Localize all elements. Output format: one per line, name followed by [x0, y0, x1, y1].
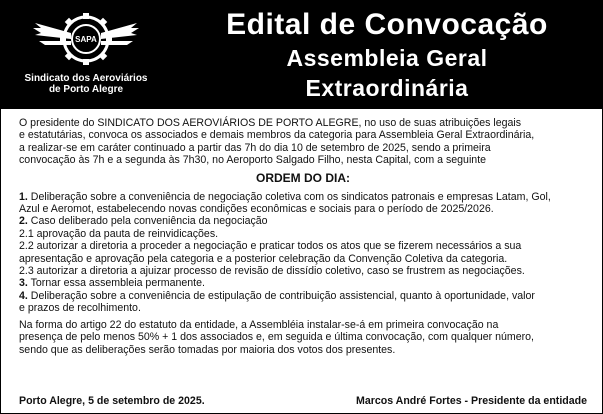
agenda-heading: ORDEM DO DIA:: [256, 170, 350, 185]
agenda-item-2-1: [19, 228, 587, 240]
agenda-item-2-2: [19, 240, 587, 265]
agenda-item-4: [19, 290, 587, 315]
agenda-item-2: [19, 215, 587, 227]
notice-title: Edital de Convocação: [226, 8, 548, 41]
agenda-item-text: 2.1 aprovação da pauta de reinvidicações.: [19, 227, 219, 240]
agenda-item-text: Deliberação sobre a conveniência de negociação coletiva com os sindicatos patronais e empresas Latam, Gol,: [30, 190, 551, 203]
agenda-item-text: 2.2 autorizar a diretoria a proceder a negociação e praticar todos os atos que se fizerem necessários a sua: [19, 240, 522, 253]
agenda-item-number: 1.: [19, 190, 28, 203]
notice-subtitle-line-2: Extraordinária: [305, 75, 469, 101]
agenda-item-number: 2.: [19, 215, 28, 228]
agenda-item-1: [19, 191, 587, 216]
union-name: [11, 73, 161, 95]
title-block: [181, 7, 593, 103]
agenda-item-text: Tornar essa assembleia permanente.: [30, 277, 205, 290]
union-name-line-2: de Porto Alegre: [48, 84, 124, 95]
closing-line: presença de pelo menos 50% + 1 dos associados e, em seguida e última convocação, com qualquer número,: [19, 331, 534, 344]
signature: Marcos André Fortes - Presidente da entidade: [356, 395, 587, 407]
intro-line: a realizar-se em caráter continuado a partir das 7h do dia 10 de setembro de 2025, sendo a primeira: [19, 141, 491, 154]
agenda-item-text: Azul e Aeromot, estabelecendo novas condições econômicas e sociais para o período de 2025/2026.: [19, 203, 494, 216]
closing-line: Na forma do artigo 22 do estatuto da entidade, a Assembléia instalar-se-á em primeira convocação na: [19, 318, 499, 331]
union-logo-block: [11, 9, 161, 103]
place-and-date: Porto Alegre, 5 de setembro de 2025.: [19, 395, 205, 407]
notice-subtitle-line-1: Assembleia Geral: [286, 45, 488, 71]
agenda-item-text: Caso deliberado pela conveniência da negociação: [30, 215, 268, 228]
agenda-item-3: [19, 277, 587, 289]
intro-line: O presidente do SINDICATO DOS AEROVIÁRIOS DE PORTO ALEGRE, no uso de suas atribuições legais: [19, 117, 522, 129]
intro-line: convocação às 7h e a segunda às 7h30, no Aeroporto Salgado Filho, nesta Capital, com a seguinte: [19, 154, 487, 167]
union-logo-icon: [31, 9, 141, 71]
agenda-list: [19, 191, 587, 315]
notice-body: [19, 117, 587, 356]
agenda-item-text: e prazos de recolhimento.: [19, 302, 141, 315]
intro-line: e estatutárias, convoca os associados e demais membros da categoria para Assembleia Geral Extraordinária,: [19, 129, 535, 142]
union-name-line-1: Sindicato dos Aeroviários: [24, 73, 148, 84]
agenda-item-text: apresentação e aprovação pela categoria e a posterior celebração da Convenção Coletiva da categoria.: [19, 252, 508, 265]
header-banner: [1, 1, 602, 109]
intro-paragraph: [19, 117, 587, 167]
agenda-item-text: 2.3 autorizar a diretoria a ajuizar processo de revisão de dissídio coletivo, caso se frustrem as negociações.: [19, 265, 525, 278]
agenda-item-number: 3.: [19, 277, 28, 290]
agenda-item-text: Deliberação sobre a conveniência de estipulação de contribuição assistencial, quanto à oportunidade, valor: [30, 289, 535, 302]
closing-paragraph: [19, 319, 587, 356]
agenda-item-number: 4.: [19, 289, 28, 302]
closing-line: sendo que as deliberações serão tomadas por maioria dos votos dos presentes.: [19, 343, 396, 356]
agenda-item-2-3: [19, 265, 587, 277]
logo-lettering: SAPA: [75, 35, 97, 44]
